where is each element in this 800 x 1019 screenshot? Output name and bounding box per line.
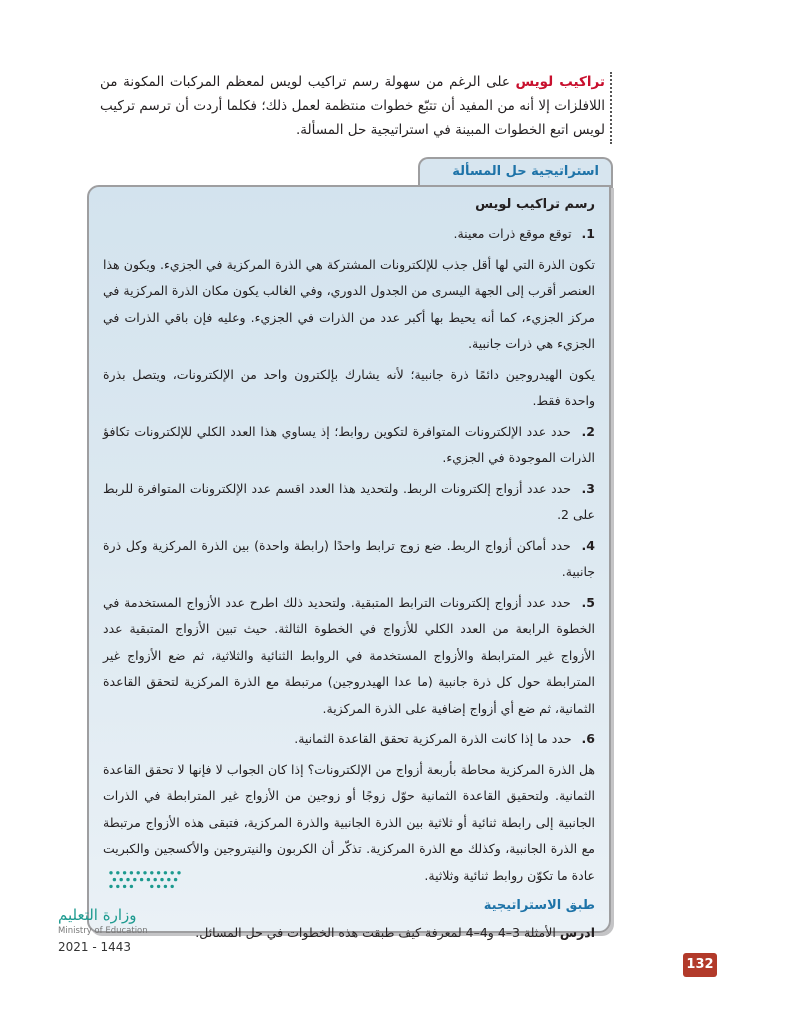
step-text: توقع موقع ذرات معينة. (453, 226, 572, 241)
step-number: 6. (581, 731, 595, 746)
step-text: حدد أماكن أزواج الربط. ضع زوج ترابط واحدًا (رابطة واحدة) بين الذرة المركزية وكل ذرة جانبية. (103, 537, 595, 579)
step-text: حدد عدد أزواج إلكترونات الترابط المتبقية. ولتحديد ذلك اطرح عدد الأزواج المستخدمة في الخطوة الرابعة من العدد الكلي للأزواج في الخطوة الثالثة. حيث تبين الأزواج المتبقية عدد الأزواج غير المترابطة والأزواج المستخدمة في الروابط الثنائية والثلاثية، ثم ضع الأزواج غير المترابطة حول كل ذرة جانبية (ما عدا الهيدروجين) مرتبطة مع الذرة المركزية لتحقق القاعدة الثمانية، ثم ضع أي أزواج إضافية على الذرة المركزية. (103, 594, 595, 716)
apply-instruction: الأمثلة 3–4 و4–4 لمعرفة كيف طبقت هذه الخطوات في حل المسائل. (195, 924, 556, 940)
step-6-explanation: هل الذرة المركزية محاطة بأربعة أزواج من الإلكترونات؟ إذا كان الجواب لا فإنها لا تحقق القاعدة الثمانية. ولتحقيق القاعدة الثمانية حوّل زوجًا أو زوجين من الأزواج غير المترابطة في الذرات الجانبية إلى رابطة ثنائية أو ثلاثية بين الذرة الجانبية والذرة المركزية، فتبقى هذه الأزواج مرتبطة مع الذرة الجانبية، وكذلك مع الذرة المركزية. تذكّر أن الكربون والنيتروجين والأكسجين والكبريت عادة ما تكوّن روابط ثنائية وثلاثية. (103, 761, 595, 883)
page-number: 132 (683, 953, 717, 977)
step-number: 4. (581, 537, 595, 553)
strategy-subtitle: رسم تراكيب لويس (475, 197, 595, 212)
intro-paragraph (100, 70, 605, 142)
step-1 (103, 221, 595, 248)
ministry-name-english: Ministry of Education (58, 926, 148, 936)
step-3 (103, 476, 595, 529)
key-term: تراكيب لويس (515, 74, 605, 90)
step-number: 3. (581, 480, 595, 496)
step-text: حدد ما إذا كانت الذرة المركزية تحقق القاعدة الثمانية. (294, 731, 572, 746)
apply-strategy-heading: طبق الاستراتيجية (483, 898, 595, 913)
step-4 (103, 533, 595, 586)
step-number: 1. (581, 226, 595, 241)
step-1-explanation: تكون الذرة التي لها أقل جذب للإلكترونات المشتركة هي الذرة المركزية في الجزيء. ويكون هذا العنصر أقرب إلى الجهة اليسرى من الجدول الدوري، وفي الغالب يكون مكان الذرة المركزية في مركز الجزيء، كما أنه يحيط بها أكبر عدد من الذرات في الجزيء. وعليه فإن باقي الذرات في الجزيء هي ذرات جانبية. (103, 256, 595, 351)
step-number: 5. (581, 594, 595, 610)
step-1-hydrogen-note: يكون الهيدروجين دائمًا ذرة جانبية؛ لأنه يشارك بإلكترون واحد من الإلكترونات، ويتصل بذرة واحدة فقط. (103, 366, 595, 408)
intro-text: على الرغم من سهولة رسم تراكيب لويس لمعظم المركبات المكونة من اللافلزات إلا أنه من المفيد أن تتبّع خطوات منتظمة لعمل ذلك؛ فكلما أردت أن ترسم تركيب لويس اتبع الخطوات المبينة في استراتيجية حل المسألة. (100, 74, 605, 138)
apply-bold-word: ادرس (559, 924, 595, 940)
step-5 (103, 590, 595, 723)
step-text: حدد عدد الإلكترونات المتوافرة لتكوين روابط؛ إذ يساوي هذا العدد الكلي للإلكترونات تكافؤ الذرات الموجودة في الجزيء. (103, 423, 595, 465)
step-2 (103, 419, 595, 472)
step-number: 2. (581, 423, 595, 439)
ministry-logo-icon (58, 866, 198, 900)
step-text: حدد عدد أزواج إلكترونات الربط. ولتحديد هذا العدد اقسم عدد الإلكترونات المتوافرة للربط على 2. (103, 480, 595, 522)
edition-year: 2021 - 1443 (58, 940, 132, 954)
strategy-tab-title: استراتيجية حل المسألة (452, 164, 599, 179)
step-6 (103, 726, 595, 753)
ministry-name-arabic: وزارة التعليم (58, 906, 137, 924)
apply-strategy-text (103, 920, 595, 947)
intro-dotted-rule (610, 72, 612, 144)
